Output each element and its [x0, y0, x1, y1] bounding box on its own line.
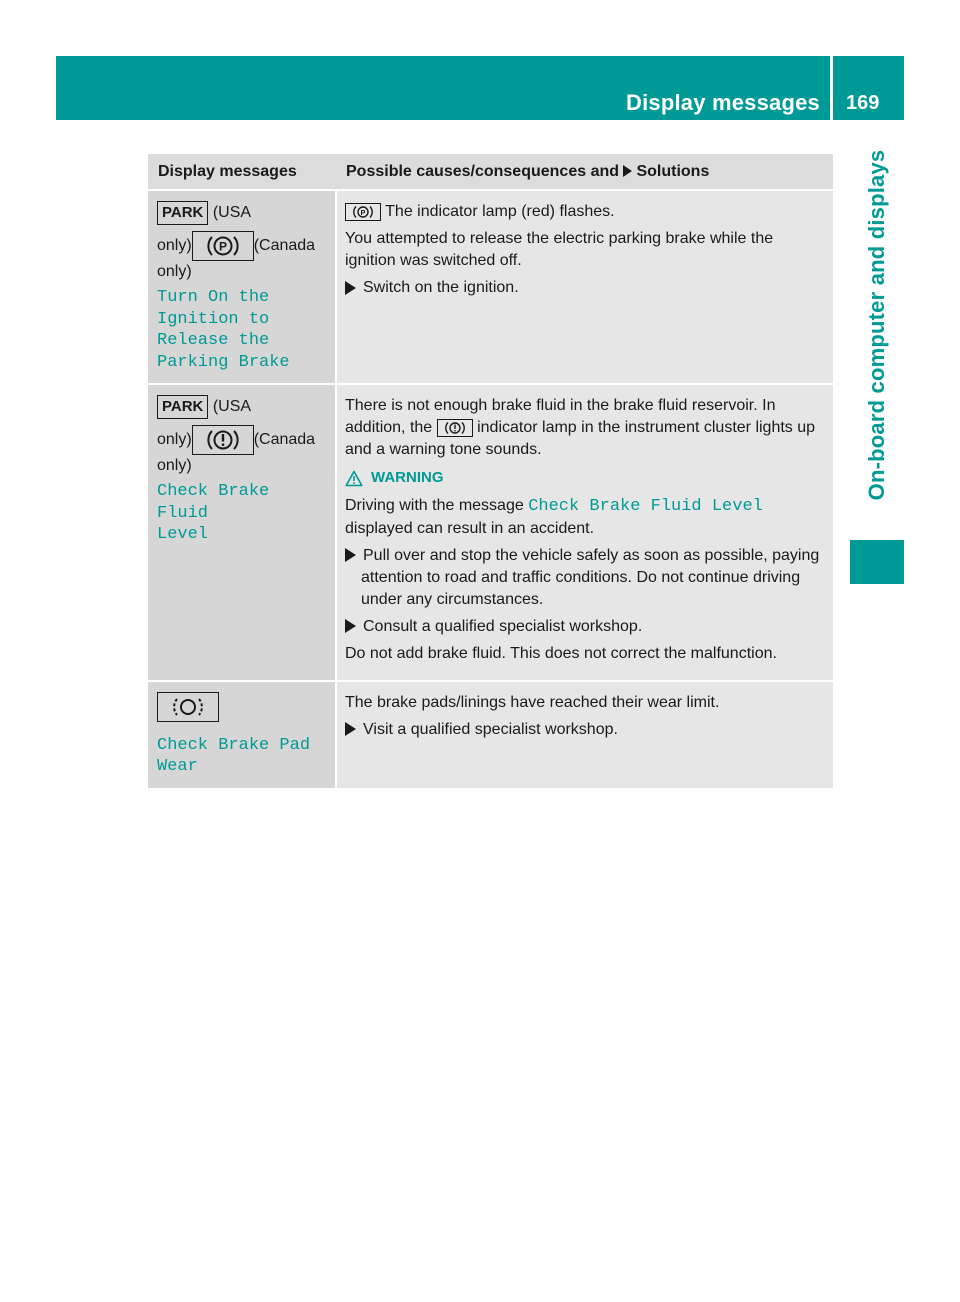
arrow-right-icon: [345, 722, 356, 736]
table-row: [148, 190, 833, 384]
arrow-right-icon: [623, 165, 632, 177]
solution-step: Switch on the ignition.: [363, 279, 519, 296]
brake-warning-icon: [437, 419, 473, 437]
arrow-right-icon: [345, 281, 356, 295]
solution-step: Consult a qualified specialist workshop.: [363, 617, 643, 635]
cause-text: The brake pads/linings have reached their wear limit.: [345, 693, 720, 711]
cause-text-continued: indicator lamp in the instrument cluster lights up and a warning tone sounds.: [345, 419, 816, 458]
warning-text-continued: displayed can result in an accident.: [345, 519, 595, 537]
canada-label: (Canada: [253, 237, 316, 255]
side-tab-label: On-board computer and displays: [864, 149, 889, 501]
park-indicator-icon: PARK: [157, 395, 208, 419]
brake-pad-wear-icon: [157, 692, 219, 722]
display-message-text: Check Brake Pad Wear: [157, 735, 311, 776]
page-number: 169: [846, 92, 880, 114]
lamp-status-text: The indicator lamp (red) flashes.: [385, 203, 615, 220]
header-divider: [830, 56, 833, 120]
arrow-right-icon: [345, 548, 356, 562]
park-indicator-icon: PARK: [157, 201, 208, 225]
only-label: only): [157, 263, 192, 280]
column-header-causes-text: Possible causes/consequences and: [346, 162, 620, 180]
only-label: only): [157, 237, 192, 255]
display-message-cell: [148, 681, 336, 789]
table-row: [148, 681, 833, 789]
display-messages-table: [148, 154, 833, 790]
column-header-causes: [336, 154, 833, 190]
display-message-text: Turn On the Ignition to Release the Parking Brake: [157, 288, 290, 372]
warning-triangle-icon: [345, 470, 363, 487]
display-message-cell: [148, 190, 336, 384]
only-label: only): [157, 431, 192, 449]
table-row: [148, 384, 833, 681]
note-text: Do not add brake fluid. This does not correct the malfunction.: [345, 644, 777, 662]
column-header-solutions-text: Solutions: [636, 162, 710, 180]
only-label: only): [157, 457, 192, 474]
arrow-right-icon: [345, 619, 356, 633]
usa-label: (USA: [212, 398, 252, 416]
cause-text: You attempted to release the electric parking brake while the ignition was switched off.: [345, 230, 774, 269]
warning-title: WARNING: [371, 469, 444, 486]
parking-brake-p-icon: [192, 231, 254, 261]
parking-brake-p-icon: [345, 203, 381, 221]
svg-text:P: P: [218, 239, 227, 254]
warning-heading: [345, 467, 827, 489]
header-title: Display messages: [626, 90, 820, 115]
display-message-text: Check Brake Fluid Level: [157, 482, 270, 544]
warning-text: Driving with the message: [345, 497, 524, 514]
warning-display-message: Check Brake Fluid Level: [528, 497, 763, 516]
cause-text: There is not enough brake fluid in the brake fluid reservoir. In addition, the: [345, 397, 776, 436]
causes-solutions-cell: [336, 190, 833, 384]
brake-warning-icon: [192, 425, 254, 455]
table-header-row: [148, 154, 833, 190]
causes-solutions-cell: [336, 384, 833, 681]
svg-text:P: P: [360, 207, 366, 217]
canada-label: (Canada: [253, 431, 316, 449]
solution-step: Pull over and stop the vehicle safely as soon as possible, paying attention to road and traffic conditions. Do not continue driving under any circumstances.: [361, 546, 820, 608]
side-tab-marker: [850, 540, 904, 584]
solution-step: Visit a qualified specialist workshop.: [363, 720, 618, 738]
column-header-display-messages: Display messages: [148, 154, 336, 190]
causes-solutions-cell: [336, 681, 833, 789]
usa-label: (USA: [212, 204, 252, 222]
display-message-cell: [148, 384, 336, 681]
